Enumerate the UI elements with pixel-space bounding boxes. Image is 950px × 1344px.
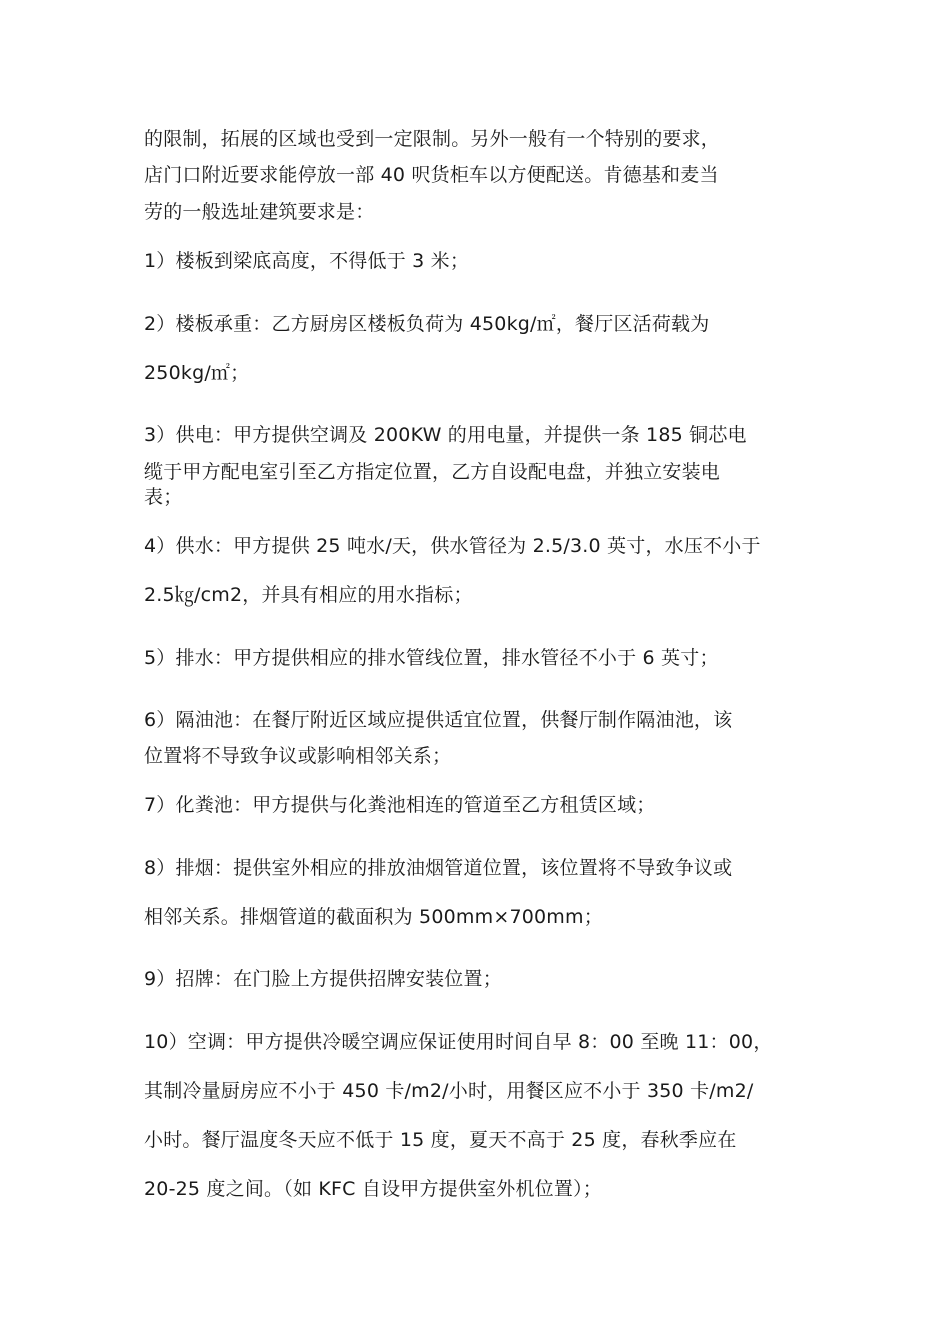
list-item-10-cont: 20-25 度之间。（如 KFC 自设甲方提供室外机位置）； [144, 1178, 602, 1200]
list-item-4-cont: 2.5㎏/cm2，并具有相应的用水指标； [144, 584, 473, 606]
list-item-4: 4）供水：甲方提供 25 吨水/天，供水管径为 2.5/3.0 英寸，水压不小于 [144, 535, 761, 557]
list-item-5: 5）排水：甲方提供相应的排水管线位置，排水管径不小于 6 英寸； [144, 647, 719, 669]
list-item-10-cont: 其制冷量厨房应不小于 450 卡/m2/小时，用餐区应不小于 350 卡/m2/ [144, 1080, 754, 1102]
list-item-10-cont: 小时。餐厅温度冬天应不低于 15 度，夏天不高于 25 度，春秋季应在 [144, 1129, 737, 1151]
text-line: 的限制，拓展的区域也受到一定限制。另外一般有一个特别的要求， [144, 128, 721, 150]
list-item-3-cont: 表； [144, 486, 183, 508]
list-item-3: 3）供电：甲方提供空调及 200KW 的用电量，并提供一条 185 铜芯电 [144, 424, 747, 446]
list-item-8: 8）排烟：提供室外相应的排放油烟管道位置，该位置将不导致争议或 [144, 857, 733, 879]
list-item-2-cont: 250kg/㎡； [144, 362, 250, 384]
list-item-9: 9）招牌：在门脸上方提供招牌安装位置； [144, 968, 502, 990]
list-item-3-cont: 缆于甲方配电室引至乙方指定位置，乙方自设配电盘，并独立安装电 [144, 461, 721, 483]
list-item-2: 2）楼板承重：乙方厨房区楼板负荷为 450kg/㎡，餐厅区活荷载为 [144, 313, 710, 335]
list-item-8-cont: 相邻关系。排烟管道的截面积为 500mm×700mm； [144, 906, 603, 928]
list-item-10: 10）空调：甲方提供冷暖空调应保证使用时间自早 8：00 至晚 11：00， [144, 1031, 773, 1053]
text-line: 店门口附近要求能停放一部 40 呎货柜车以方便配送。肯德基和麦当 [144, 164, 719, 186]
list-item-6-cont: 位置将不导致争议或影响相邻关系； [144, 745, 452, 767]
list-item-1: 1）楼板到梁底高度，不得低于 3 米； [144, 250, 470, 272]
list-item-6: 6）隔油池：在餐厅附近区域应提供适宜位置，供餐厅制作隔油池，该 [144, 709, 733, 731]
list-item-7: 7）化粪池：甲方提供与化粪池相连的管道至乙方租赁区域； [144, 794, 656, 816]
text-line: 劳的一般选址建筑要求是： [144, 201, 375, 223]
